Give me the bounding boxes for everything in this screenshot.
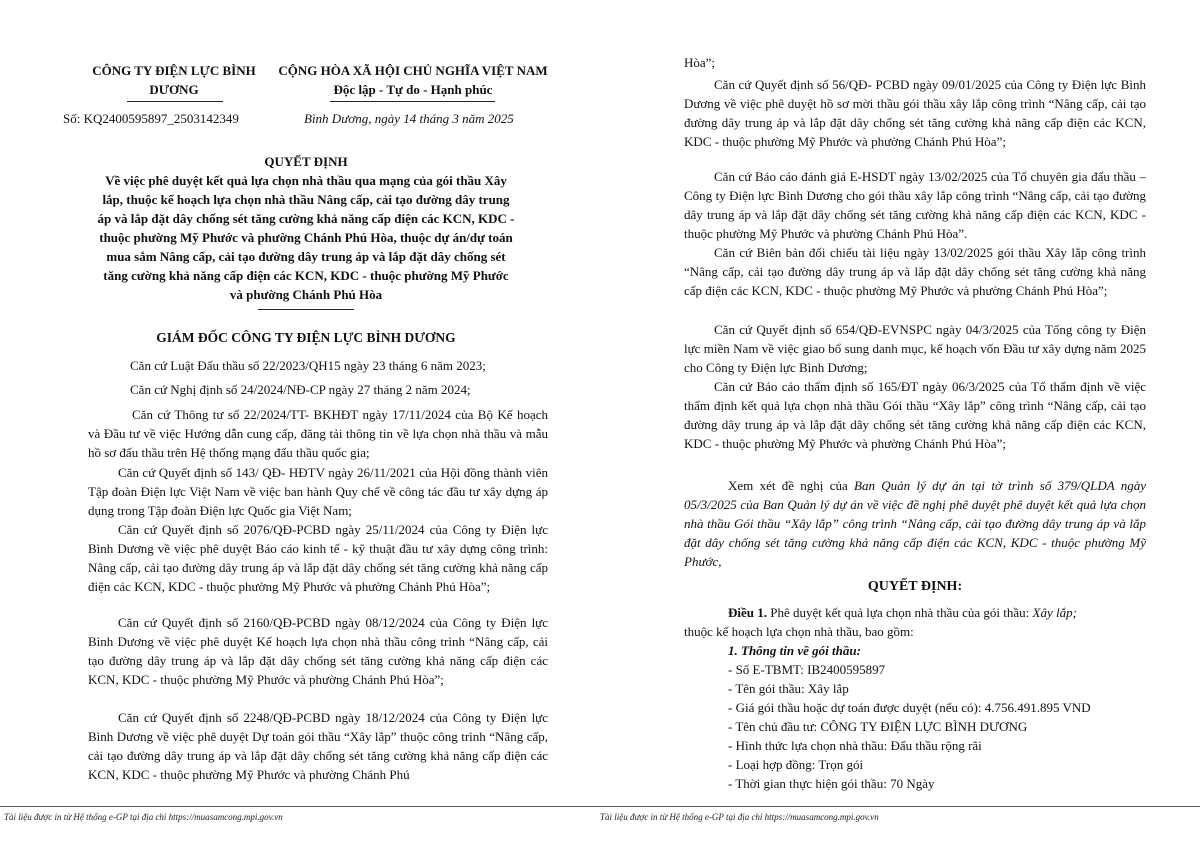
list-item: - Tên chủ đầu tư: CÔNG TY ĐIỆN LỰC BÌNH DƯƠNG xyxy=(728,719,1028,734)
decision-title: QUYẾT ĐỊNH xyxy=(264,154,348,169)
basis-decision-2160: Căn cứ Quyết định số 2160/QĐ-PCBD ngày 08/12/2024 của Công ty Điện lực Bình Dương về việc phê duyệt Kế hoạch lựa chọn nhà thầu công trình “Nâng cấp, cải tạo đường dây trung áp và lắp đặt dây chống sét tăng cường khả năng cấp điện các KCN, KDC - thuộc phường Mỹ Phước và phường Chánh Phú Hòa”; xyxy=(88,615,548,687)
document-number: Số: KQ2400595897_2503142349 xyxy=(63,111,239,126)
list-item: - Hình thức lựa chọn nhà thầu: Đấu thầu rộng rãi xyxy=(728,738,982,753)
consideration-italic: Ban Quản lý dự án tại tờ trình số 379/QLDA ngày 05/3/2025 của Ban Quản lý dự án về việc đề nghị phê duyệt phê duyệt kết quả lựa chọn nhà thầu Gói thầu “Xây lắp” công trình “Nâng cấp, cải tạo đường dây trung áp và lắp đặt dây chống sét tăng cường khả năng cấp điện các KCN, KDC - thuộc phường Mỹ Phước, xyxy=(684,478,1146,569)
basis-decision-56: Căn cứ Quyết định số 56/QĐ- PCBD ngày 09/01/2025 của Công ty Điện lực Bình Dương về việc phê duyệt hồ sơ mời thầu gói thầu xây lắp công trình “Nâng cấp, cải tạo đường dây trung áp và lắp đặt dây chống sét tăng cường khả năng cấp điện các KCN, KDC - thuộc phường Mỹ Phước và phường Chánh Phú Hòa”; xyxy=(684,77,1146,149)
subject-line: tăng cường khả năng cấp điện các KCN, KDC - thuộc phường Mỹ Phước xyxy=(103,268,509,283)
motto-underline xyxy=(330,101,495,102)
director-heading: GIÁM ĐỐC CÔNG TY ĐIỆN LỰC BÌNH DƯƠNG xyxy=(156,330,456,345)
basis-e-hsdt-report: Căn cứ Báo cáo đánh giá E-HSDT ngày 13/02/2025 của Tổ chuyên gia đấu thầu – Công ty Điện lực Bình Dương cho gói thầu xây lắp công trình “Nâng cấp, cải tạo đường dây trung áp và lắp đặt dây chống sét tăng cường khả năng cấp điện các KCN, KDC - thuộc phường Mỹ Phước và phường Chánh Phú Hòa”. xyxy=(684,169,1146,241)
section-1-title: 1. Thông tin về gói thầu: xyxy=(728,643,861,658)
package-info-list xyxy=(728,660,1091,793)
list-item: - Thời gian thực hiện gói thầu: 70 Ngày xyxy=(728,776,935,791)
article-1-text: Phê duyệt kết quả lựa chọn nhà thầu của gói thầu: xyxy=(767,605,1033,620)
company-name xyxy=(78,61,270,99)
footer-rule xyxy=(0,806,600,807)
decision-heading: QUYẾT ĐỊNH: xyxy=(867,579,963,594)
continuation-text: Hòa”; xyxy=(684,55,716,70)
basis-law: Căn cứ Luật Đấu thầu số 22/2023/QH15 ngày 23 tháng 6 năm 2023; xyxy=(130,358,486,373)
list-item: - Tên gói thầu: Xây lắp xyxy=(728,681,849,696)
footer-rule xyxy=(600,806,1200,807)
national-header xyxy=(268,61,558,99)
company-underline xyxy=(127,101,223,102)
subject-underline xyxy=(258,309,354,310)
footer-note: Tài liệu được in từ Hệ thống e-GP tại địa chỉ https://muasamcong.mpi.gov.vn xyxy=(600,812,879,822)
article-1-label: Điều 1. xyxy=(728,605,767,620)
consideration-paragraph xyxy=(684,476,1146,571)
subject-line: và phường Chánh Phú Hòa xyxy=(229,287,383,302)
basis-reconciliation: Căn cứ Biên bản đối chiếu tài liệu ngày 13/02/2025 gói thầu Xây lắp công trình “Nâng cấp, cải tạo đường dây trung áp và lắp đặt dây chống sét tăng cường khả năng cấp điện các KCN, KDC - thuộc phường Mỹ Phước và phường Chánh Phú Hòa”; xyxy=(684,245,1146,298)
company-name-line1: CÔNG TY ĐIỆN LỰC BÌNH xyxy=(92,63,256,78)
place-date: Bình Dương, ngày 14 tháng 3 năm 2025 xyxy=(304,111,514,126)
basis-decision-2076: Căn cứ Quyết định số 2076/QĐ-PCBD ngày 25/11/2024 của Công ty Điện lực Bình Dương về việc phê duyệt Báo cáo kinh tế - kỹ thuật đầu tư xây dựng công trình: Nâng cấp, cải tạo đường dây trung áp và lắp đặt dây chống sét tăng cường khả năng cấp điện các KCN, KDC - thuộc phường Mỹ Phước và phường Chánh Phú Hòa”; xyxy=(88,522,548,594)
list-item: - Giá gói thầu hoặc dự toán được duyệt (nếu có): 4.756.491.895 VND xyxy=(728,700,1091,715)
basis-decree: Căn cứ Nghị định số 24/2024/NĐ-CP ngày 27 tháng 2 năm 2024; xyxy=(130,382,471,397)
subject-line: thuộc phường Mỹ Phước và phường Chánh Phú Hòa, thuộc dự án/dự toán xyxy=(99,230,513,245)
basis-appraisal-report: Căn cứ Báo cáo thẩm định số 165/ĐT ngày 06/3/2025 của Tổ thẩm định về việc thẩm định kết quả lựa chọn nhà thầu Gói thầu “Xây lắp” công trình “Nâng cấp, cải tạo đường dây trung áp và lắp đặt dây chống sét tăng cường khả năng cấp điện các KCN, KDC - thuộc phường Mỹ Phước và phường Chánh Phú Hòa”; xyxy=(684,379,1146,451)
article-1-continuation: thuộc kế hoạch lựa chọn nhà thầu, bao gồm: xyxy=(684,624,914,639)
subject-line: Về việc phê duyệt kết quả lựa chọn nhà thầu qua mạng của gói thầu Xây xyxy=(105,173,507,188)
national-motto: Độc lập - Tự do - Hạnh phúc xyxy=(333,82,493,97)
subject-line: lắp, thuộc kế hoạch lựa chọn nhà thầu Nâng cấp, cải tạo đường dây trung xyxy=(102,192,510,207)
basis-decision-654: Căn cứ Quyết định số 654/QĐ-EVNSPC ngày 04/3/2025 của Tổng công ty Điện lực miền Nam về việc giao bổ sung danh mục, kế hoạch vốn Đầu tư xây dựng năm 2025 cho Công ty Điện lực Bình Dương; xyxy=(684,322,1146,375)
country-name: CỘNG HÒA XÃ HỘI CHỦ NGHĨA VIỆT NAM xyxy=(278,63,548,78)
basis-decision-143: Căn cứ Quyết định số 143/ QĐ- HĐTV ngày 26/11/2021 của Hội đồng thành viên Tập đoàn Điện lực Việt Nam về việc ban hành Quy chế về công tác đầu tư xây dựng áp dụng trong Tập đoàn Điện lực Quốc gia Việt Nam; xyxy=(88,465,548,518)
company-name-line2: DƯƠNG xyxy=(149,82,199,97)
right-page xyxy=(600,0,1200,850)
basis-decision-2248: Căn cứ Quyết định số 2248/QĐ-PCBD ngày 18/12/2024 của Công ty Điện lực Bình Dương về việc phê duyệt Dự toán gói thầu “Xây lắp” thuộc công trình “Nâng cấp, cải tạo đường dây trung áp và lắp đặt dây chống sét tăng cường khả năng cấp điện các KCN, KDC - thuộc phường Mỹ Phước và phường Chánh Phú xyxy=(88,710,548,782)
article-1 xyxy=(684,603,1146,622)
footer-note: Tài liệu được in từ Hệ thống e-GP tại địa chỉ https://muasamcong.mpi.gov.vn xyxy=(4,812,283,822)
decision-subject xyxy=(63,171,549,304)
consideration-prefix: Xem xét đề nghị của xyxy=(728,478,855,493)
subject-line: mua sắm Nâng cấp, cải tạo đường dây trung áp và lắp đặt dây chống sét xyxy=(106,249,506,264)
article-1-package: Xây lắp; xyxy=(1032,605,1077,620)
subject-line: áp và lắp đặt dây chống sét tăng cường khả năng cấp điện các KCN, KDC - xyxy=(97,211,515,226)
list-item: - Số E-TBMT: IB2400595897 xyxy=(728,662,886,677)
basis-circular: Căn cứ Thông tư số 22/2024/TT- BKHĐT ngày 17/11/2024 của Bộ Kế hoạch và Đầu tư về việc Hướng dẫn cung cấp, đăng tải thông tin về lựa chọn nhà thầu và mẫu hồ sơ đấu thầu trên Hệ thống mạng đấu thầu quốc gia; xyxy=(88,407,548,460)
list-item: - Loại hợp đồng: Trọn gói xyxy=(728,757,864,772)
